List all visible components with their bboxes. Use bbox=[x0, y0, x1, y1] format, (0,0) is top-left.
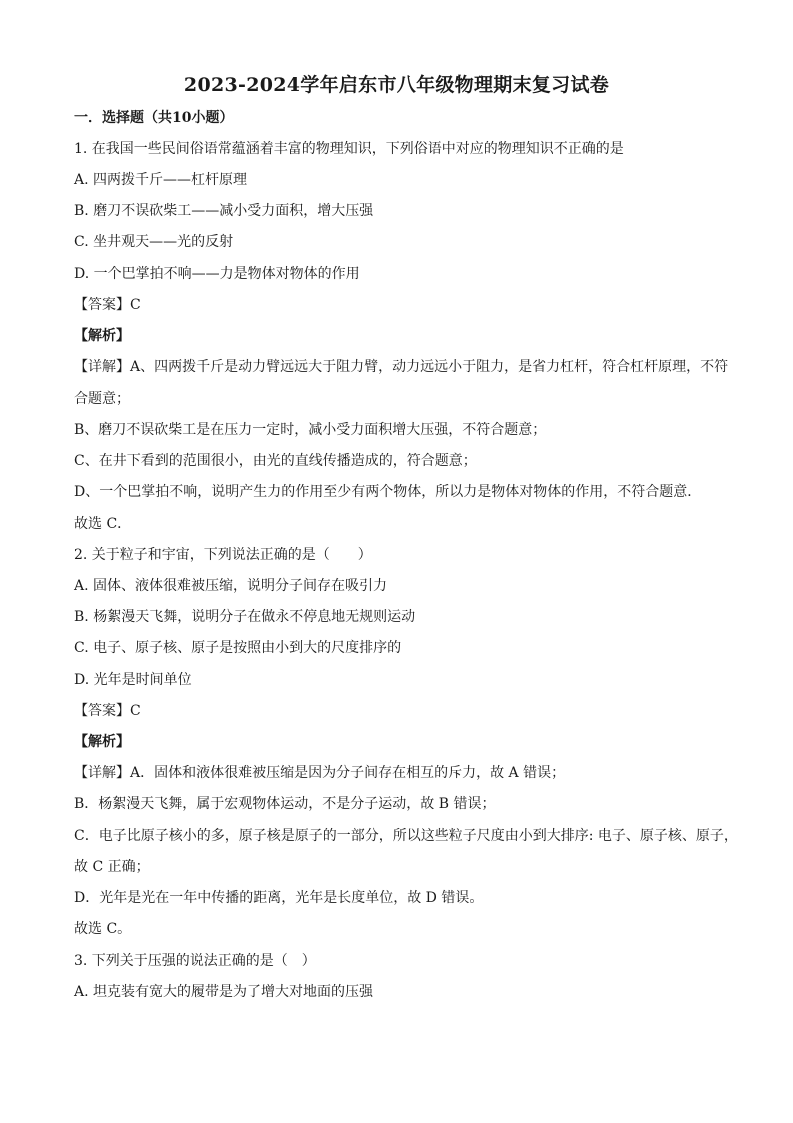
q2-detail: 故 C 正确； bbox=[74, 859, 150, 875]
q1-detail: 合题意； bbox=[74, 391, 130, 407]
q2-option-d: D. 光年是时间单位 bbox=[74, 672, 192, 688]
q1-detail: B、磨刀不误砍柴工是在压力一定时，减小受力面积增大压强，不符合题意； bbox=[74, 422, 547, 438]
q2-option-a: A. 固体、液体很难被压缩，说明分子间存在吸引力 bbox=[74, 578, 388, 594]
q2-detail: D．光年是光在一年中传播的距离，光年是长度单位，故 D 错误。 bbox=[74, 890, 484, 906]
section-heading: 一．选择题（共10小题） bbox=[74, 110, 234, 126]
page-title: 2023-2024学年启东市八年级物理期末复习试卷 bbox=[183, 74, 610, 96]
q2-detail: C．电子比原子核小的多，原子核是原子的一部分，所以这些粒子尺度由小到大排序: 电子、原子核、原子， bbox=[74, 828, 738, 844]
q1-option-c: C. 坐井观天——光的反射 bbox=[74, 234, 234, 250]
q2-detail: B．杨絮漫天飞舞，属于宏观物体运动，不是分子运动，故 B 错误； bbox=[74, 796, 496, 812]
q2-option-c: C. 电子、原子核、原子是按照由小到大的尺度排序的 bbox=[74, 640, 402, 656]
q1-analysis-label: 【解析】 bbox=[74, 328, 130, 344]
q1-detail: D、一个巴掌拍不响，说明产生力的作用至少有两个物体，所以力是物体对物体的作用，不符合题意． bbox=[74, 484, 702, 500]
q2-detail: 【详解】A．固体和液体很难被压缩是因为分子间存在相互的斥力，故 A 错误； bbox=[74, 765, 566, 781]
q3-option-a: A. 坦克装有宽大的履带是为了增大对地面的压强 bbox=[74, 984, 374, 1000]
q1-option-d: D. 一个巴掌拍不响——力是物体对物体的作用 bbox=[74, 266, 360, 282]
q3-stem: 3. 下列关于压强的说法正确的是（ ） bbox=[74, 953, 316, 969]
q2-answer: 【答案】C bbox=[74, 703, 141, 719]
q1-stem: 1. 在我国一些民间俗语常蕴涵着丰富的物理知识，下列俗语中对应的物理知识不正确的是 bbox=[74, 141, 624, 157]
q1-conclusion: 故选 C． bbox=[74, 516, 132, 532]
q2-stem: 2. 关于粒子和宇宙，下列说法正确的是（ ） bbox=[74, 547, 372, 563]
q1-detail: C、在井下看到的范围很小，由光的直线传播造成的，符合题意； bbox=[74, 453, 477, 469]
q2-option-b: B. 杨絮漫天飞舞，说明分子在做永不停息地无规则运动 bbox=[74, 609, 416, 625]
q1-answer: 【答案】C bbox=[74, 297, 141, 313]
q1-option-a: A. 四两拨千斤——杠杆原理 bbox=[74, 172, 248, 188]
q1-detail: 【详解】A、四两拨千斤是动力臂远远大于阻力臂，动力远远小于阻力，是省力杠杆，符合杠杆原理，不符 bbox=[74, 359, 729, 375]
q2-analysis-label: 【解析】 bbox=[74, 734, 130, 750]
q2-conclusion: 故选 C。 bbox=[74, 921, 132, 937]
q1-option-b: B. 磨刀不误砍柴工——减小受力面积，增大压强 bbox=[74, 203, 374, 219]
